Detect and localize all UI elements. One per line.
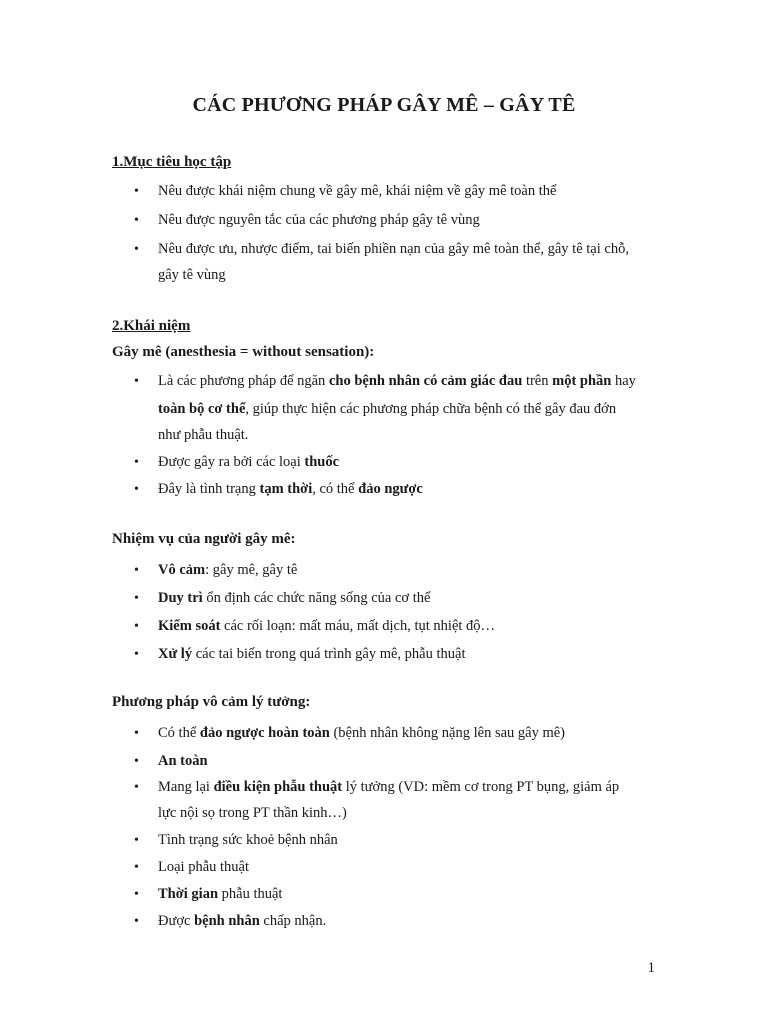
list-item: Kiểm soát các rối loạn: mất máu, mất dịch, tụt nhiệt độ… xyxy=(158,618,496,634)
list-item: Loại phẫu thuật xyxy=(158,859,250,875)
bullet-icon: • xyxy=(134,619,139,634)
section-heading-objectives: 1.Mục tiêu học tập xyxy=(112,154,232,170)
bullet-icon: • xyxy=(134,374,139,389)
bullet-icon: • xyxy=(134,563,139,578)
list-item: Mang lại điều kiện phẫu thuật lý tưởng (VD: mềm cơ trong PT bụng, giảm áp xyxy=(158,779,620,795)
subheading-anesthesia: Gây mê (anesthesia = without sensation): xyxy=(112,344,375,360)
list-item-continuation: như phẫu thuật. xyxy=(158,427,249,443)
bullet-icon: • xyxy=(134,860,139,875)
bullet-icon: • xyxy=(134,242,139,257)
list-item: An toàn xyxy=(158,753,208,769)
bullet-icon: • xyxy=(134,780,139,795)
list-item: Là các phương pháp để ngăn cho bệnh nhân có cảm giác đau trên một phần hay xyxy=(158,373,636,389)
list-item-continuation: gây tê vùng xyxy=(158,267,226,283)
list-item: Nêu được nguyên tắc của các phương pháp gây tê vùng xyxy=(158,212,480,228)
section-heading-duties: Nhiệm vụ của người gây mê: xyxy=(112,531,296,547)
list-item: Có thể đảo ngược hoàn toàn (bệnh nhân không nặng lên sau gây mê) xyxy=(158,725,566,741)
bullet-icon: • xyxy=(134,914,139,929)
list-item: Nêu được ưu, nhược điểm, tai biến phiền nạn của gây mê toàn thể, gây tê tại chỗ, xyxy=(158,241,629,257)
bullet-icon: • xyxy=(134,455,139,470)
bullet-icon: • xyxy=(134,833,139,848)
section-heading-concept: 2.Khái niệm xyxy=(112,318,191,334)
list-item: Được gây ra bởi các loại thuốc xyxy=(158,454,340,470)
list-item-continuation: lực nội sọ trong PT thần kinh…) xyxy=(158,805,347,821)
bullet-icon: • xyxy=(134,591,139,606)
bullet-icon: • xyxy=(134,887,139,902)
section-heading-ideal-method: Phương pháp vô cảm lý tưởng: xyxy=(112,694,311,710)
bullet-icon: • xyxy=(134,213,139,228)
bullet-icon: • xyxy=(134,754,139,769)
bullet-icon: • xyxy=(134,726,139,741)
list-item: Đây là tình trạng tạm thời, có thể đảo ngược xyxy=(158,481,423,497)
bullet-icon: • xyxy=(134,647,139,662)
list-item: Duy trì ổn định các chức năng sống của cơ thể xyxy=(158,590,431,606)
list-item-continuation: toàn bộ cơ thể, giúp thực hiện các phương pháp chữa bệnh có thể gây đau đớn xyxy=(158,401,617,417)
list-item: Được bệnh nhân chấp nhận. xyxy=(158,913,327,929)
list-item: Nêu được khái niệm chung về gây mê, khái niệm về gây mê toàn thể xyxy=(158,183,557,199)
bullet-icon: • xyxy=(134,482,139,497)
list-item: Xử lý các tai biến trong quá trình gây mê, phẫu thuật xyxy=(158,646,466,662)
bullet-icon: • xyxy=(134,184,139,199)
list-item: Tình trạng sức khoẻ bệnh nhân xyxy=(158,832,338,848)
list-item: Vô cảm: gây mê, gây tê xyxy=(158,562,298,578)
list-item: Thời gian phẫu thuật xyxy=(158,886,283,902)
page-number: 1 xyxy=(647,960,655,976)
page-title: CÁC PHƯƠNG PHÁP GÂY MÊ – GÂY TÊ xyxy=(192,94,576,116)
